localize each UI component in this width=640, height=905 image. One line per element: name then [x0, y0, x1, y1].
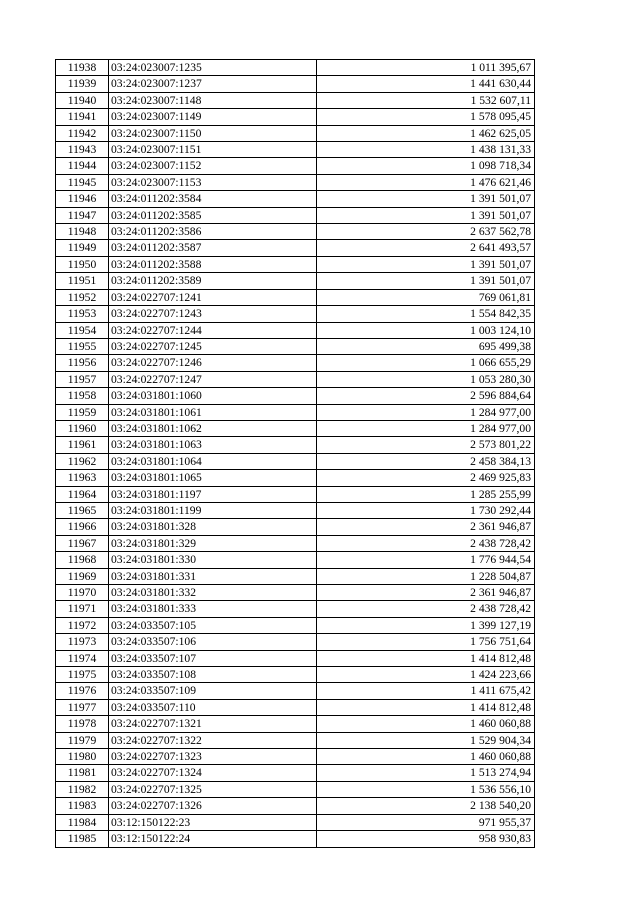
cadastral-number-cell: 03:24:022707:1322 — [109, 732, 317, 748]
table-row — [56, 338, 535, 354]
value-cell: 1 391 501,07 — [317, 273, 535, 289]
cadastral-number-cell: 03:24:033507:109 — [109, 683, 317, 699]
table-row — [56, 601, 535, 617]
table-row — [56, 355, 535, 371]
value-cell: 1 391 501,07 — [317, 191, 535, 207]
cadastral-number-cell: 03:24:031801:1061 — [109, 404, 317, 420]
value-cell: 1 391 501,07 — [317, 207, 535, 223]
row-number-cell: 11963 — [56, 470, 109, 486]
table-row — [56, 765, 535, 781]
row-number-cell: 11979 — [56, 732, 109, 748]
value-cell: 2 596 884,64 — [317, 388, 535, 404]
cadastral-number-cell: 03:12:150122:23 — [109, 814, 317, 830]
value-cell: 1 554 842,35 — [317, 306, 535, 322]
table-row — [56, 749, 535, 765]
table-row — [56, 683, 535, 699]
value-cell: 2 469 925,83 — [317, 470, 535, 486]
row-number-cell: 11941 — [56, 109, 109, 125]
cadastral-number-cell: 03:24:011202:3589 — [109, 273, 317, 289]
table-row — [56, 289, 535, 305]
row-number-cell: 11974 — [56, 650, 109, 666]
row-number-cell: 11955 — [56, 338, 109, 354]
cadastral-number-cell: 03:24:022707:1241 — [109, 289, 317, 305]
table-row — [56, 437, 535, 453]
value-cell: 1 513 274,94 — [317, 765, 535, 781]
value-cell: 2 637 562,78 — [317, 224, 535, 240]
cadastral-number-cell: 03:24:033507:106 — [109, 634, 317, 650]
cadastral-number-cell: 03:24:031801:332 — [109, 585, 317, 601]
cadastral-number-cell: 03:24:033507:107 — [109, 650, 317, 666]
cadastral-number-cell: 03:24:033507:105 — [109, 617, 317, 633]
value-cell: 1 066 655,29 — [317, 355, 535, 371]
value-cell: 1 476 621,46 — [317, 174, 535, 190]
value-cell: 1 011 395,67 — [317, 60, 535, 76]
row-number-cell: 11981 — [56, 765, 109, 781]
cadastral-number-cell: 03:24:011202:3585 — [109, 207, 317, 223]
row-number-cell: 11945 — [56, 174, 109, 190]
value-cell: 1 462 625,05 — [317, 125, 535, 141]
cadastral-number-cell: 03:24:022707:1245 — [109, 338, 317, 354]
row-number-cell: 11939 — [56, 76, 109, 92]
cadastral-number-cell: 03:24:031801:1065 — [109, 470, 317, 486]
value-cell: 2 573 801,22 — [317, 437, 535, 453]
cadastral-number-cell: 03:24:031801:333 — [109, 601, 317, 617]
table-row — [56, 470, 535, 486]
cadastral-number-cell: 03:24:031801:1062 — [109, 420, 317, 436]
value-cell: 1 441 630,44 — [317, 76, 535, 92]
row-number-cell: 11975 — [56, 667, 109, 683]
value-cell: 1 411 675,42 — [317, 683, 535, 699]
row-number-cell: 11982 — [56, 781, 109, 797]
row-number-cell: 11950 — [56, 256, 109, 272]
cadastral-number-cell: 03:24:022707:1324 — [109, 765, 317, 781]
row-number-cell: 11967 — [56, 535, 109, 551]
cadastral-number-cell: 03:24:022707:1326 — [109, 798, 317, 814]
row-number-cell: 11970 — [56, 585, 109, 601]
table-row — [56, 716, 535, 732]
value-cell: 2 138 540,20 — [317, 798, 535, 814]
table-row — [56, 388, 535, 404]
cadastral-number-cell: 03:24:031801:1063 — [109, 437, 317, 453]
cadastral-number-cell: 03:24:031801:329 — [109, 535, 317, 551]
cadastral-number-cell: 03:24:022707:1243 — [109, 306, 317, 322]
value-cell: 1 460 060,88 — [317, 749, 535, 765]
value-cell: 1 460 060,88 — [317, 716, 535, 732]
table-row — [56, 207, 535, 223]
value-cell: 2 361 946,87 — [317, 585, 535, 601]
cadastral-number-cell: 03:24:023007:1149 — [109, 109, 317, 125]
cadastral-number-cell: 03:24:031801:1060 — [109, 388, 317, 404]
row-number-cell: 11948 — [56, 224, 109, 240]
cadastral-number-cell: 03:24:033507:110 — [109, 699, 317, 715]
row-number-cell: 11951 — [56, 273, 109, 289]
row-number-cell: 11961 — [56, 437, 109, 453]
table-row — [56, 60, 535, 76]
row-number-cell: 11983 — [56, 798, 109, 814]
cadastral-number-cell: 03:24:031801:331 — [109, 568, 317, 584]
table-row — [56, 831, 535, 847]
cadastral-number-cell: 03:24:011202:3588 — [109, 256, 317, 272]
value-cell: 2 361 946,87 — [317, 519, 535, 535]
row-number-cell: 11978 — [56, 716, 109, 732]
cadastral-number-cell: 03:24:023007:1153 — [109, 174, 317, 190]
cadastral-number-cell: 03:24:022707:1244 — [109, 322, 317, 338]
value-cell: 1 414 812,48 — [317, 699, 535, 715]
table-row — [56, 273, 535, 289]
value-cell: 2 438 728,42 — [317, 601, 535, 617]
row-number-cell: 11943 — [56, 142, 109, 158]
cadastral-number-cell: 03:24:031801:1197 — [109, 486, 317, 502]
value-cell: 1 756 751,64 — [317, 634, 535, 650]
value-cell: 695 499,38 — [317, 338, 535, 354]
table-row — [56, 699, 535, 715]
cadastral-number-cell: 03:24:033507:108 — [109, 667, 317, 683]
table-row — [56, 781, 535, 797]
value-cell: 1 578 095,45 — [317, 109, 535, 125]
data-table — [55, 59, 535, 848]
table-row — [56, 519, 535, 535]
table-row — [56, 535, 535, 551]
table-row — [56, 502, 535, 518]
table-row — [56, 306, 535, 322]
table-row — [56, 814, 535, 830]
value-cell: 1 532 607,11 — [317, 92, 535, 108]
row-number-cell: 11964 — [56, 486, 109, 502]
row-number-cell: 11953 — [56, 306, 109, 322]
cadastral-number-cell: 03:12:150122:24 — [109, 831, 317, 847]
cadastral-number-cell: 03:24:031801:328 — [109, 519, 317, 535]
table-row — [56, 798, 535, 814]
row-number-cell: 11944 — [56, 158, 109, 174]
row-number-cell: 11938 — [56, 60, 109, 76]
table-row — [56, 404, 535, 420]
table-row — [56, 125, 535, 141]
row-number-cell: 11957 — [56, 371, 109, 387]
row-number-cell: 11949 — [56, 240, 109, 256]
cadastral-number-cell: 03:24:023007:1151 — [109, 142, 317, 158]
value-cell: 1 776 944,54 — [317, 552, 535, 568]
cadastral-number-cell: 03:24:022707:1323 — [109, 749, 317, 765]
cadastral-number-cell: 03:24:023007:1152 — [109, 158, 317, 174]
value-cell: 1 730 292,44 — [317, 502, 535, 518]
cadastral-number-cell: 03:24:022707:1325 — [109, 781, 317, 797]
cadastral-number-cell: 03:24:031801:330 — [109, 552, 317, 568]
cadastral-number-cell: 03:24:031801:1199 — [109, 502, 317, 518]
row-number-cell: 11942 — [56, 125, 109, 141]
value-cell: 1 284 977,00 — [317, 420, 535, 436]
value-cell: 1 424 223,66 — [317, 667, 535, 683]
table-row — [56, 568, 535, 584]
table-row — [56, 224, 535, 240]
row-number-cell: 11952 — [56, 289, 109, 305]
table-row — [56, 420, 535, 436]
value-cell: 1 414 812,48 — [317, 650, 535, 666]
cadastral-number-cell: 03:24:011202:3586 — [109, 224, 317, 240]
table-row — [56, 552, 535, 568]
row-number-cell: 11969 — [56, 568, 109, 584]
value-cell: 958 930,83 — [317, 831, 535, 847]
value-cell: 2 438 728,42 — [317, 535, 535, 551]
row-number-cell: 11959 — [56, 404, 109, 420]
table-row — [56, 732, 535, 748]
row-number-cell: 11980 — [56, 749, 109, 765]
value-cell: 1 285 255,99 — [317, 486, 535, 502]
value-cell: 1 536 556,10 — [317, 781, 535, 797]
row-number-cell: 11958 — [56, 388, 109, 404]
table-row — [56, 634, 535, 650]
row-number-cell: 11985 — [56, 831, 109, 847]
row-number-cell: 11940 — [56, 92, 109, 108]
value-cell: 1 399 127,19 — [317, 617, 535, 633]
row-number-cell: 11965 — [56, 502, 109, 518]
row-number-cell: 11968 — [56, 552, 109, 568]
cadastral-number-cell: 03:24:022707:1246 — [109, 355, 317, 371]
table-row — [56, 617, 535, 633]
table-row — [56, 486, 535, 502]
row-number-cell: 11972 — [56, 617, 109, 633]
table-row — [56, 92, 535, 108]
table-row — [56, 322, 535, 338]
value-cell: 1 438 131,33 — [317, 142, 535, 158]
cadastral-number-cell: 03:24:023007:1237 — [109, 76, 317, 92]
table-row — [56, 76, 535, 92]
row-number-cell: 11956 — [56, 355, 109, 371]
row-number-cell: 11971 — [56, 601, 109, 617]
value-cell: 971 955,37 — [317, 814, 535, 830]
table-row — [56, 191, 535, 207]
row-number-cell: 11947 — [56, 207, 109, 223]
row-number-cell: 11960 — [56, 420, 109, 436]
row-number-cell: 11962 — [56, 453, 109, 469]
value-cell: 2 641 493,57 — [317, 240, 535, 256]
table-row — [56, 142, 535, 158]
table-row — [56, 453, 535, 469]
value-cell: 1 228 504,87 — [317, 568, 535, 584]
row-number-cell: 11973 — [56, 634, 109, 650]
value-cell: 1 391 501,07 — [317, 256, 535, 272]
table-row — [56, 667, 535, 683]
table-row — [56, 240, 535, 256]
row-number-cell: 11946 — [56, 191, 109, 207]
cadastral-number-cell: 03:24:023007:1235 — [109, 60, 317, 76]
value-cell: 2 458 384,13 — [317, 453, 535, 469]
cadastral-number-cell: 03:24:011202:3584 — [109, 191, 317, 207]
row-number-cell: 11976 — [56, 683, 109, 699]
cadastral-number-cell: 03:24:023007:1150 — [109, 125, 317, 141]
table-row — [56, 650, 535, 666]
table-row — [56, 371, 535, 387]
table-row — [56, 158, 535, 174]
row-number-cell: 11984 — [56, 814, 109, 830]
row-number-cell: 11954 — [56, 322, 109, 338]
table-row — [56, 256, 535, 272]
value-cell: 1 284 977,00 — [317, 404, 535, 420]
cadastral-number-cell: 03:24:031801:1064 — [109, 453, 317, 469]
cadastral-number-cell: 03:24:022707:1321 — [109, 716, 317, 732]
row-number-cell: 11977 — [56, 699, 109, 715]
value-cell: 1 529 904,34 — [317, 732, 535, 748]
value-cell: 1 098 718,34 — [317, 158, 535, 174]
value-cell: 769 061,81 — [317, 289, 535, 305]
table-row — [56, 174, 535, 190]
cadastral-number-cell: 03:24:011202:3587 — [109, 240, 317, 256]
cadastral-number-cell: 03:24:022707:1247 — [109, 371, 317, 387]
value-cell: 1 053 280,30 — [317, 371, 535, 387]
table-row — [56, 585, 535, 601]
table-row — [56, 109, 535, 125]
cadastral-number-cell: 03:24:023007:1148 — [109, 92, 317, 108]
value-cell: 1 003 124,10 — [317, 322, 535, 338]
table-body — [56, 60, 535, 848]
row-number-cell: 11966 — [56, 519, 109, 535]
